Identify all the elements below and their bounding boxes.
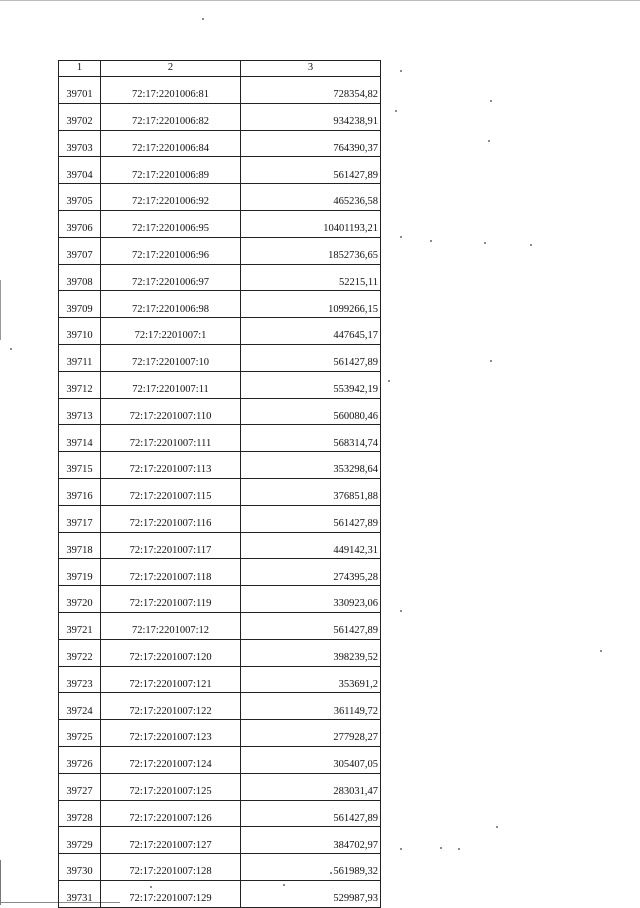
scan-speck — [430, 240, 432, 242]
table-header — [59, 61, 381, 77]
row-number: 39710 — [59, 318, 101, 345]
cadastral-value: 384702,97 — [241, 827, 381, 854]
cadastral-number: 72:17:2201007:117 — [101, 532, 241, 559]
row-number: 39706 — [59, 210, 101, 237]
cadastral-number: 72:17:2201007:129 — [101, 880, 241, 907]
cadastral-number: 72:17:2201007:115 — [101, 478, 241, 505]
table-row — [59, 77, 381, 104]
cadastral-value: 553942,19 — [241, 371, 381, 398]
cadastral-number: 72:17:2201007:122 — [101, 693, 241, 720]
table-row — [59, 398, 381, 425]
cadastral-value: 561427,89 — [241, 505, 381, 532]
scan-speck — [458, 848, 460, 850]
row-number: 39712 — [59, 371, 101, 398]
cadastral-number: 72:17:2201007:128 — [101, 854, 241, 881]
cadastral-value: 10401193,21 — [241, 210, 381, 237]
cadastral-value-table — [58, 60, 381, 908]
cadastral-value: 465236,58 — [241, 184, 381, 211]
row-number: 39702 — [59, 103, 101, 130]
header-row — [59, 61, 381, 77]
scan-speck — [400, 236, 402, 238]
header-col-3: 3 — [241, 61, 381, 77]
row-number: 39728 — [59, 800, 101, 827]
cadastral-number: 72:17:2201007:118 — [101, 559, 241, 586]
table-row — [59, 586, 381, 613]
table-row — [59, 532, 381, 559]
cadastral-number: 72:17:2201007:126 — [101, 800, 241, 827]
table-row — [59, 452, 381, 479]
scan-speck — [600, 650, 602, 652]
table-body — [59, 77, 381, 908]
row-number: 39709 — [59, 291, 101, 318]
header-col-1: 1 — [59, 61, 101, 77]
row-number: 39704 — [59, 157, 101, 184]
cadastral-value: 561427,89 — [241, 612, 381, 639]
table-row — [59, 130, 381, 157]
table-row — [59, 344, 381, 371]
table-row — [59, 184, 381, 211]
row-number: 39719 — [59, 559, 101, 586]
cadastral-value: 728354,82 — [241, 77, 381, 104]
row-number: 39725 — [59, 720, 101, 747]
cadastral-number: 72:17:2201007:1 — [101, 318, 241, 345]
cadastral-value: 568314,74 — [241, 425, 381, 452]
table-row — [59, 559, 381, 586]
scan-speck — [400, 610, 402, 612]
table-row — [59, 854, 381, 881]
cadastral-number: 72:17:2201007:125 — [101, 773, 241, 800]
row-number: 39722 — [59, 639, 101, 666]
cadastral-value: 560080,46 — [241, 398, 381, 425]
cadastral-value: 561427,89 — [241, 344, 381, 371]
row-number: 39731 — [59, 880, 101, 907]
header-col-2: 2 — [101, 61, 241, 77]
scan-speck — [388, 380, 390, 382]
table-row — [59, 210, 381, 237]
cadastral-value: 561427,89 — [241, 157, 381, 184]
row-number: 39716 — [59, 478, 101, 505]
cadastral-value: 561989,32 — [241, 854, 381, 881]
row-number: 39711 — [59, 344, 101, 371]
row-number: 39708 — [59, 264, 101, 291]
table-row — [59, 264, 381, 291]
row-number: 39707 — [59, 237, 101, 264]
cadastral-value: 330923,06 — [241, 586, 381, 613]
cadastral-number: 72:17:2201007:11 — [101, 371, 241, 398]
cadastral-value: 305407,05 — [241, 746, 381, 773]
scan-speck — [202, 18, 204, 20]
scan-edge-top — [0, 0, 640, 1]
cadastral-value: 561427,89 — [241, 800, 381, 827]
cadastral-number: 72:17:2201006:81 — [101, 77, 241, 104]
cadastral-value: 934238,91 — [241, 103, 381, 130]
cadastral-number: 72:17:2201007:116 — [101, 505, 241, 532]
cadastral-number: 72:17:2201007:120 — [101, 639, 241, 666]
table-row — [59, 371, 381, 398]
row-number: 39714 — [59, 425, 101, 452]
cadastral-number: 72:17:2201007:111 — [101, 425, 241, 452]
cadastral-value: 353691,2 — [241, 666, 381, 693]
cadastral-value: 449142,31 — [241, 532, 381, 559]
cadastral-number: 72:17:2201007:124 — [101, 746, 241, 773]
row-number: 39724 — [59, 693, 101, 720]
cadastral-value: 376851,88 — [241, 478, 381, 505]
table-row — [59, 666, 381, 693]
row-number: 39701 — [59, 77, 101, 104]
table-row — [59, 800, 381, 827]
row-number: 39723 — [59, 666, 101, 693]
cadastral-number: 72:17:2201006:89 — [101, 157, 241, 184]
scan-speck — [400, 848, 402, 850]
cadastral-value: 52215,11 — [241, 264, 381, 291]
row-number: 39730 — [59, 854, 101, 881]
cadastral-value: 529987,93 — [241, 880, 381, 907]
cadastral-value: 1852736,65 — [241, 237, 381, 264]
table-row — [59, 505, 381, 532]
table-row — [59, 746, 381, 773]
table-row — [59, 720, 381, 747]
cadastral-value: 353298,64 — [241, 452, 381, 479]
row-number: 39713 — [59, 398, 101, 425]
table-row — [59, 103, 381, 130]
scan-speck — [10, 348, 12, 350]
cadastral-value: 361149,72 — [241, 693, 381, 720]
table-row — [59, 237, 381, 264]
cadastral-number: 72:17:2201007:10 — [101, 344, 241, 371]
cadastral-number: 72:17:2201007:113 — [101, 452, 241, 479]
cadastral-value: 764390,37 — [241, 130, 381, 157]
cadastral-value: 398239,52 — [241, 639, 381, 666]
table-row — [59, 318, 381, 345]
table-row — [59, 773, 381, 800]
scan-speck — [490, 100, 492, 102]
table-row — [59, 693, 381, 720]
scan-edge-left — [0, 280, 1, 340]
cadastral-value: 274395,28 — [241, 559, 381, 586]
cadastral-number: 72:17:2201006:97 — [101, 264, 241, 291]
row-number: 39703 — [59, 130, 101, 157]
cadastral-number: 72:17:2201007:123 — [101, 720, 241, 747]
table-row — [59, 827, 381, 854]
cadastral-number: 72:17:2201006:95 — [101, 210, 241, 237]
row-number: 39721 — [59, 612, 101, 639]
row-number: 39720 — [59, 586, 101, 613]
row-number: 39705 — [59, 184, 101, 211]
cadastral-number: 72:17:2201006:84 — [101, 130, 241, 157]
cadastral-number: 72:17:2201006:92 — [101, 184, 241, 211]
table-row — [59, 425, 381, 452]
scan-speck — [395, 110, 397, 112]
scan-speck — [440, 847, 442, 849]
cadastral-number: 72:17:2201007:127 — [101, 827, 241, 854]
table-row — [59, 639, 381, 666]
cadastral-number: 72:17:2201006:96 — [101, 237, 241, 264]
cadastral-number: 72:17:2201007:12 — [101, 612, 241, 639]
cadastral-number: 72:17:2201006:98 — [101, 291, 241, 318]
scan-speck — [484, 242, 486, 244]
row-number: 39727 — [59, 773, 101, 800]
scan-speck — [530, 244, 532, 246]
row-number: 39729 — [59, 827, 101, 854]
cadastral-number: 72:17:2201007:110 — [101, 398, 241, 425]
table-row — [59, 291, 381, 318]
scan-speck — [496, 826, 498, 828]
scan-speck — [488, 140, 490, 142]
scan-speck — [490, 360, 492, 362]
scan-edge-left-lower — [0, 860, 1, 905]
scan-speck — [400, 70, 402, 72]
cadastral-number: 72:17:2201007:119 — [101, 586, 241, 613]
row-number: 39717 — [59, 505, 101, 532]
cadastral-value: 277928,27 — [241, 720, 381, 747]
table-row — [59, 157, 381, 184]
cadastral-value: 447645,17 — [241, 318, 381, 345]
table-row — [59, 612, 381, 639]
cadastral-value: 1099266,15 — [241, 291, 381, 318]
row-number: 39718 — [59, 532, 101, 559]
cadastral-value: 283031,47 — [241, 773, 381, 800]
row-number: 39726 — [59, 746, 101, 773]
table-row — [59, 880, 381, 907]
table-row — [59, 478, 381, 505]
cadastral-number: 72:17:2201007:121 — [101, 666, 241, 693]
cadastral-number: 72:17:2201006:82 — [101, 103, 241, 130]
row-number: 39715 — [59, 452, 101, 479]
